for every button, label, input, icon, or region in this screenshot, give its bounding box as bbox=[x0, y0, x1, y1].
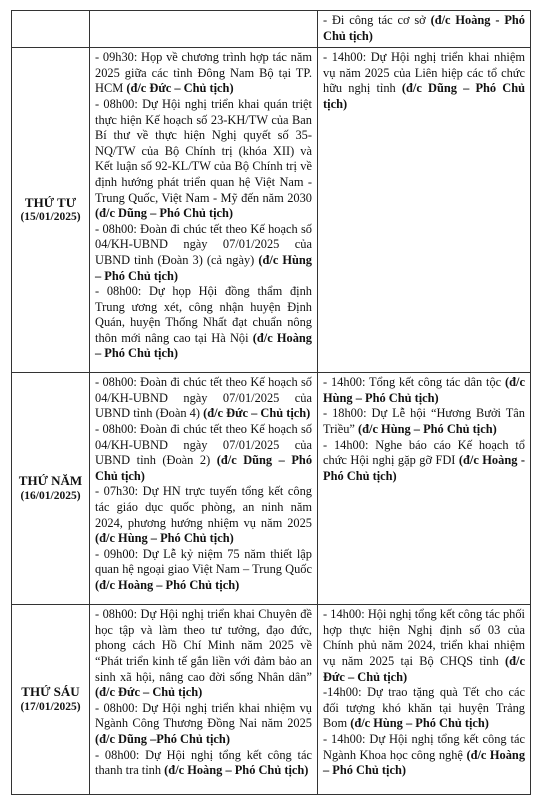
schedule-entry: - 08h00: Dự Hội nghị tổng kết công tác thanh tra tỉnh (đ/c Hoàng – Phó Chủ tịch) bbox=[95, 747, 312, 778]
schedule-table bbox=[11, 10, 531, 795]
day-name: THỨ TƯ bbox=[24, 194, 77, 210]
schedule-entry: - Đi công tác cơ sở (đ/c Hoàng - Phó Chủ tịch) bbox=[323, 13, 525, 43]
morning-cell bbox=[90, 605, 318, 795]
schedule-row-tuesday-end bbox=[12, 11, 531, 48]
schedule-row-friday bbox=[12, 605, 531, 795]
afternoon-cell bbox=[318, 373, 531, 605]
day-cell bbox=[12, 48, 90, 373]
schedule-entry: - 14h00: Hội nghị tổng kết công tác phối hợp thực hiện Nghị định số 03 của Chính phủ năm 2024, triển khai nhiệm vụ năm 2025 tại Bộ CHQS tỉnh (đ/c Đức – Chủ tịch) bbox=[323, 607, 525, 684]
schedule-entry: - 08h00: Dự họp Hội đồng thẩm định Trung ương xét, công nhận huyện Định Quán, huyện Thống Nhất đạt chuẩn nông thôn mới nâng cao tại Hà Nội (đ/c Hoàng – Phó Chủ tịch) bbox=[95, 284, 313, 361]
day-date: (17/01/2025) bbox=[20, 700, 81, 713]
schedule-entry: - 09h00: Dự Lễ kỷ niệm 75 năm thiết lập quan hệ ngoại giao Việt Nam – Trung Quốc (đ/c Hoàng – Phó Chủ tịch) bbox=[95, 546, 312, 592]
schedule-entry: - 14h00: Tổng kết công tác dân tộc (đ/c Hùng – Phó Chủ tịch) bbox=[323, 375, 525, 405]
day-date: (15/01/2025) bbox=[20, 211, 81, 224]
afternoon-cell bbox=[318, 48, 531, 373]
schedule-entry: - 09h30: Họp về chương trình hợp tác năm 2025 giữa các tỉnh Đông Nam Bộ tại TP. HCM (đ/c Đức – Chủ tịch) bbox=[95, 50, 312, 96]
morning-cell bbox=[90, 11, 318, 48]
afternoon-cell bbox=[318, 11, 531, 48]
schedule-row-thursday bbox=[12, 373, 531, 605]
schedule-entry: - 18h00: Dự Lễ hội “Hương Bưởi Tân Triều” (đ/c Hùng – Phó Chủ tịch) bbox=[323, 406, 525, 436]
schedule-entry: - 07h30: Dự HN trực tuyến tổng kết công tác giáo dục quốc phòng, an ninh năm 2024, phương hướng nhiệm vụ năm 2025 (đ/c Hùng – Phó Chủ tịch) bbox=[95, 484, 312, 546]
schedule-entry: - 08h00: Dự Hội nghị triển khai nhiệm vụ Ngành Công Thương Đồng Nai năm 2025 (đ/c Dũng –Phó Chủ tịch) bbox=[95, 700, 312, 746]
schedule-entry: - 14h00: Nghe báo cáo Kế hoạch tổ chức Hội nghị gặp gỡ FDI (đ/c Hoàng - Phó Chủ tịch) bbox=[323, 437, 525, 483]
day-cell bbox=[12, 373, 90, 605]
morning-cell bbox=[90, 48, 318, 373]
day-name: THỨ NĂM bbox=[18, 473, 83, 489]
day-cell bbox=[12, 11, 90, 48]
day-date: (16/01/2025) bbox=[20, 489, 81, 502]
schedule-entry: -14h00: Dự trao tặng quà Tết cho các đối tượng khó khăn tại huyện Trảng Bom (đ/c Hùng – Phó Chủ tịch) bbox=[323, 685, 525, 731]
schedule-entry: - 08h00: Đoàn đi chúc tết theo Kế hoạch số 04/KH-UBND ngày 07/01/2025 của UBND tỉnh (Đoàn 3) (cả ngày) (đ/c Hùng – Phó Chủ tịch) bbox=[95, 221, 312, 283]
schedule-entry: - 14h00: Dự Hội nghị triển khai nhiệm vụ năm 2025 của Liên hiệp các tổ chức hữu nghị tỉnh (đ/c Dũng – Phó Chủ tịch) bbox=[323, 50, 525, 111]
schedule-entry: - 08h00: Đoàn đi chúc tết theo Kế hoạch số 04/KH-UBND ngày 07/01/2025 của UBND tỉnh (Đoàn 2) (đ/c Dũng – Phó Chủ tịch) bbox=[95, 421, 313, 483]
schedule-entry: - 08h00: Đoàn đi chúc tết theo Kế hoạch số 04/KH-UBND ngày 07/01/2025 của UBND tỉnh (Đoàn 4) (đ/c Đức – Chủ tịch) bbox=[95, 375, 312, 421]
day-name: THỨ SÁU bbox=[21, 684, 80, 700]
morning-cell bbox=[90, 373, 318, 605]
schedule-row-wednesday bbox=[12, 48, 531, 373]
day-cell bbox=[12, 605, 90, 795]
schedule-entry: - 14h00: Dự Hội nghị tổng kết công tác Ngành Khoa học công nghệ (đ/c Hoàng – Phó Chủ tịch) bbox=[323, 731, 526, 778]
schedule-entry: - 08h00: Dự Hội nghị triển khai quán triệt thực hiện Kế hoạch số 23-KH/TW của Ban Bí thư về thực hiện Nghị quyết số 35-NQ/TW của Bộ Chính trị (khóa XII) và Kết luận số 92-KL/TW của Bộ Chính trị về định hướng phát triển quan hệ Việt Nam - Trung Quốc, Việt Nam - Mỹ đến năm 2030 (đ/c Dũng – Phó Chủ tịch) bbox=[95, 96, 312, 221]
schedule-entry: - 08h00: Dự Hội nghị triển khai Chuyên đề học tập và làm theo tư tưởng, đạo đức, phong cách Hồ Chí Minh năm 2025 về “Phát triển kinh tế gắn liền với đảm bảo an sinh xã hội, nâng cao đời sống Nhân dân” (đ/c Đức – Chủ tịch) bbox=[95, 607, 312, 700]
afternoon-cell bbox=[318, 605, 531, 795]
